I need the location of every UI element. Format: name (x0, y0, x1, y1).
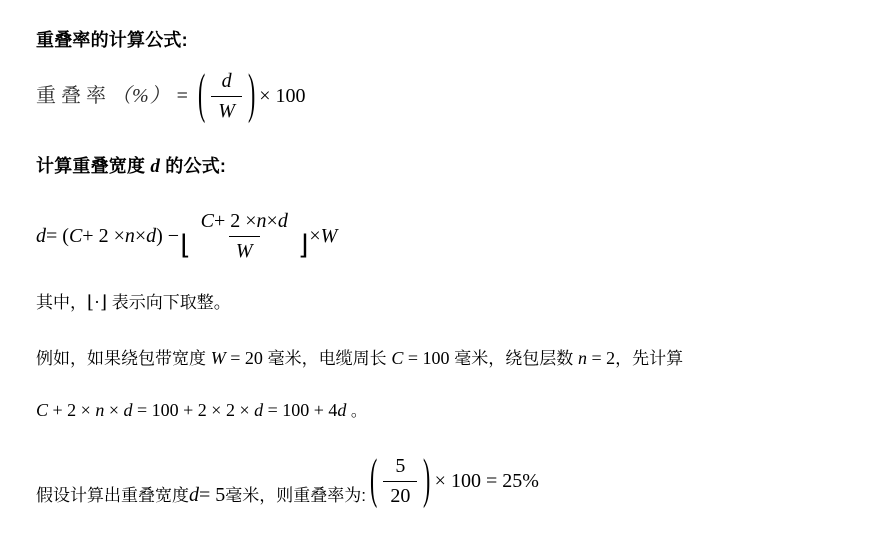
text-run: × (134, 224, 147, 247)
fraction-numerator: d (221, 69, 232, 92)
text-run: × 100 = 25% (434, 469, 539, 492)
text-run: 毫米，绕包层数 (449, 349, 578, 368)
fraction-numerator: 5 (395, 454, 406, 477)
text-run: = 100 + 4 (263, 400, 338, 420)
text-run: = 5 (199, 483, 226, 506)
text-run: W (210, 348, 226, 368)
text-run: 重叠率的计算公式: (36, 30, 188, 50)
text-run: n (256, 209, 267, 232)
fraction-denominator: W (211, 96, 242, 123)
text-run: C (36, 400, 49, 420)
formula-overlap-width (36, 206, 337, 266)
left-paren: ( (370, 449, 378, 511)
result-lead-text (36, 483, 366, 508)
right-paren: ) (423, 449, 431, 511)
text-run: n (577, 348, 587, 368)
result-tail-equals-25pct (435, 470, 539, 493)
formula2-left-part (36, 225, 179, 248)
text-run: × 100 (259, 84, 306, 107)
example-paragraph (36, 346, 683, 371)
text-run: 假设计算出重叠宽度 (36, 485, 189, 505)
result-line (36, 450, 539, 512)
floor-close-bracket: ⌋ (297, 229, 309, 261)
text-run: n (95, 400, 105, 420)
text-run: d (146, 224, 157, 247)
fraction-numerator (194, 210, 295, 236)
text-run: ⌊·⌋ (87, 292, 108, 312)
text-run: d (123, 400, 133, 420)
text-run: = 100 + 2 × 2 × (132, 400, 255, 420)
note-floor-function (36, 290, 231, 315)
text-run: 。 (346, 403, 367, 420)
text-run: + 2 × (48, 400, 96, 420)
text-run: d (277, 209, 288, 232)
text-run: 的公式: (160, 156, 227, 176)
right-paren: ) (247, 64, 256, 126)
text-run: n (124, 224, 135, 247)
formula2-right-part (309, 225, 337, 248)
text-run: 例如，如果绕包带宽度 (36, 349, 211, 368)
text-run: C (68, 224, 83, 247)
left-paren: ( (197, 64, 206, 126)
fraction-C2nd-over-W (194, 210, 295, 263)
equals-sign: = (176, 84, 188, 107)
text-run: W (235, 239, 253, 262)
fraction-d-over-W (211, 70, 242, 123)
text-run: 计算重叠宽度 (36, 156, 151, 176)
text-run: = 20 (225, 348, 263, 368)
heading-overlap-rate-formula (36, 26, 188, 52)
text-run: C (391, 348, 404, 368)
text-run: = 100 (403, 348, 450, 368)
text-run: d (254, 400, 264, 420)
heading-overlap-width-formula (36, 152, 226, 178)
text-run: + 2 × (82, 224, 125, 247)
text-run: W (320, 224, 338, 247)
text-run: C (200, 209, 214, 232)
text-run: d (337, 400, 347, 420)
text-run: 毫米，电缆周长 (262, 349, 392, 368)
text-run: = 2 (586, 348, 616, 368)
text-run: × (266, 209, 278, 232)
text-run: × (104, 400, 124, 420)
text-run: ) − (156, 224, 180, 247)
fraction-denominator: 20 (383, 481, 417, 508)
text-run: 重叠率 (36, 84, 111, 107)
formula-lhs-overlap-rate (36, 79, 171, 108)
example-equation (36, 398, 367, 422)
formula-tail-times-100 (259, 85, 305, 108)
text-run: d (189, 483, 199, 506)
text-run: × (309, 224, 321, 247)
text-run: 毫米，则重叠率为: (225, 485, 367, 505)
formula-overlap-rate (36, 64, 306, 126)
text-run: （%） (111, 84, 171, 107)
floor-open-bracket: ⌊ (180, 229, 191, 261)
text-run: d (150, 156, 161, 177)
fraction-5-over-20 (383, 455, 417, 508)
text-run: d (36, 224, 46, 247)
text-run: = ( (46, 224, 69, 247)
text-run: 其中， (36, 293, 87, 312)
fraction-denominator (229, 236, 260, 263)
text-run: + 2 × (213, 209, 257, 232)
text-run: ，先计算 (615, 349, 684, 368)
text-run: 表示向下取整。 (107, 293, 231, 312)
